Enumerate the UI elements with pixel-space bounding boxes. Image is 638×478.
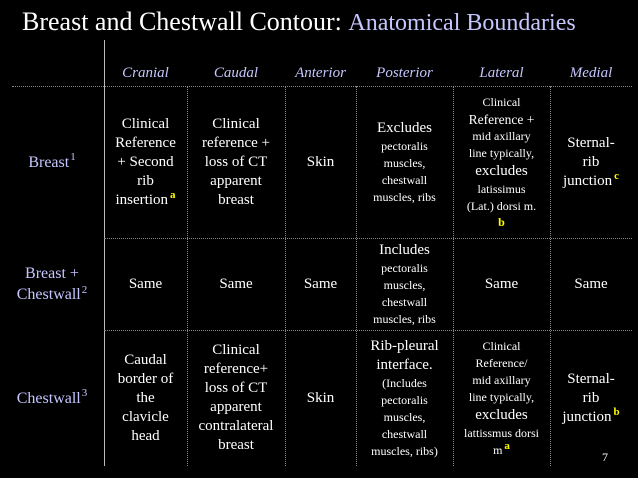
cell-breast-medial bbox=[550, 86, 632, 238]
row-label-text: Breast bbox=[28, 153, 70, 171]
cell-chestwall-medial bbox=[550, 330, 632, 466]
cell-text: (Includes bbox=[382, 375, 427, 390]
cell-text: Same bbox=[574, 275, 608, 292]
cell-text: Excludes bbox=[377, 119, 432, 136]
cell-breast-chestwall-anterior bbox=[285, 238, 356, 330]
cell-text: Same bbox=[128, 275, 163, 292]
column-header-caudal: Caudal bbox=[213, 64, 259, 81]
column-header-medial: Medial bbox=[569, 64, 613, 81]
column-header-cranial: Cranial bbox=[122, 64, 169, 81]
column-header-lateral: Lateral bbox=[479, 64, 524, 81]
cell-text: contralateral bbox=[198, 418, 274, 434]
cell-text: pectoralis bbox=[381, 392, 428, 407]
page-number: 7 bbox=[602, 450, 608, 464]
cell-chestwall-posterior bbox=[356, 330, 453, 466]
cell-text: (Lat.) dorsi m. bbox=[466, 199, 537, 213]
cell-text: Includes bbox=[379, 241, 430, 258]
cell-chestwall-caudal bbox=[187, 330, 285, 466]
cell-text: Clinical bbox=[482, 338, 521, 353]
cell-text: excludes bbox=[475, 163, 528, 179]
cell-text: Sternal- bbox=[567, 134, 615, 151]
cell-text: breast bbox=[218, 437, 254, 453]
cell-text: Same bbox=[219, 275, 253, 292]
cell-text: Same bbox=[484, 275, 519, 292]
cell-text: junction bbox=[562, 172, 613, 189]
cell-breast-chestwall-lateral bbox=[453, 238, 550, 330]
cell-text: Skin bbox=[306, 153, 335, 170]
row-label-breast-chestwall bbox=[0, 238, 104, 330]
cell-text: rib bbox=[582, 389, 600, 406]
cell-text: reference+ bbox=[203, 361, 269, 377]
cell-text: breast bbox=[218, 191, 254, 208]
footnote-marker: c bbox=[614, 169, 620, 182]
title-main: Breast and Chestwall Contour: bbox=[22, 7, 342, 36]
row-label-text: Chestwall bbox=[16, 389, 81, 407]
cell-text: + Second bbox=[117, 153, 174, 170]
cell-breast-posterior bbox=[356, 86, 453, 238]
cell-breast-lateral bbox=[453, 86, 550, 238]
cell-text: muscles, ribs) bbox=[371, 443, 438, 458]
cell-text: muscles, bbox=[383, 155, 426, 170]
cell-text: Sternal- bbox=[567, 370, 615, 387]
row-label-footnote: 2 bbox=[81, 283, 88, 296]
cell-text: pectoralis bbox=[381, 138, 428, 153]
cell-breast-chestwall-posterior bbox=[356, 238, 453, 330]
cell-text: rib bbox=[137, 172, 154, 189]
cell-text: Reference bbox=[115, 134, 176, 151]
footnote-marker: a bbox=[170, 188, 176, 201]
cell-breast-anterior bbox=[285, 86, 356, 238]
cell-text: Reference + bbox=[468, 112, 535, 127]
cell-text: head bbox=[131, 427, 160, 444]
cell-text: Clinical bbox=[121, 115, 170, 132]
cell-text: insertion bbox=[115, 191, 168, 208]
cell-text: line typically, bbox=[468, 146, 535, 160]
cell-text: reference + bbox=[202, 134, 270, 151]
title-subtitle: Anatomical Boundaries bbox=[348, 10, 576, 36]
cell-text: lattissmus dorsi bbox=[463, 425, 539, 440]
slide-title bbox=[22, 4, 632, 40]
cell-chestwall-lateral bbox=[453, 330, 550, 466]
cell-text: Skin bbox=[306, 389, 335, 406]
column-header-posterior: Posterior bbox=[376, 64, 433, 81]
row-label-text: Chestwall bbox=[16, 286, 81, 303]
cell-text: Reference/ bbox=[475, 355, 528, 370]
cell-text: clavicle bbox=[122, 408, 169, 425]
cell-text: apparent bbox=[210, 172, 262, 189]
cell-text: muscles, ribs bbox=[373, 189, 436, 204]
cell-breast-cranial bbox=[104, 86, 187, 238]
cell-text: Clinical bbox=[212, 115, 260, 132]
cell-breast-caudal bbox=[187, 86, 285, 238]
cell-text: latissimus bbox=[477, 182, 526, 196]
cell-chestwall-anterior bbox=[285, 330, 356, 466]
cell-text: interface. bbox=[376, 356, 433, 373]
cell-chestwall-cranial bbox=[104, 330, 187, 466]
cell-text: border of bbox=[117, 370, 174, 387]
cell-text: Caudal bbox=[124, 351, 167, 368]
footnote-marker: b bbox=[613, 405, 620, 418]
cell-text: line typically, bbox=[468, 389, 535, 404]
cell-text: muscles, bbox=[383, 277, 426, 292]
row-label-breast bbox=[0, 86, 104, 238]
row-label-footnote: 1 bbox=[70, 151, 76, 164]
cell-text: Same bbox=[303, 275, 338, 292]
cell-text: chestwall bbox=[381, 426, 428, 441]
cell-text: chestwall bbox=[381, 172, 428, 187]
cell-text: mid axillary bbox=[472, 129, 531, 143]
cell-text: loss of CT bbox=[204, 380, 268, 396]
footnote-marker: b bbox=[498, 215, 505, 229]
row-label-chestwall bbox=[0, 330, 104, 466]
cell-text: muscles, bbox=[383, 409, 426, 424]
cell-text: Clinical bbox=[482, 95, 521, 109]
cell-text: Rib-pleural bbox=[370, 337, 439, 354]
cell-breast-chestwall-cranial bbox=[104, 238, 187, 330]
row-label-text: Breast + bbox=[25, 265, 79, 282]
cell-text: muscles, ribs bbox=[373, 311, 436, 326]
cell-text: rib bbox=[582, 153, 600, 170]
cell-text: pectoralis bbox=[381, 260, 428, 275]
cell-text: junction bbox=[562, 408, 612, 425]
cell-text: mid axillary bbox=[472, 372, 531, 387]
cell-text: m bbox=[493, 442, 503, 457]
cell-breast-chestwall-caudal bbox=[187, 238, 285, 330]
cell-text: the bbox=[136, 389, 155, 406]
cell-breast-chestwall-medial bbox=[550, 238, 632, 330]
cell-text: apparent bbox=[210, 399, 262, 415]
cell-text: Clinical bbox=[212, 342, 260, 358]
cell-text: chestwall bbox=[381, 294, 428, 309]
footnote-marker: a bbox=[504, 439, 510, 452]
cell-text: loss of CT bbox=[204, 153, 268, 170]
cell-text: excludes bbox=[475, 406, 528, 423]
column-header-anterior: Anterior bbox=[295, 64, 346, 81]
row-label-footnote: 3 bbox=[81, 387, 88, 400]
